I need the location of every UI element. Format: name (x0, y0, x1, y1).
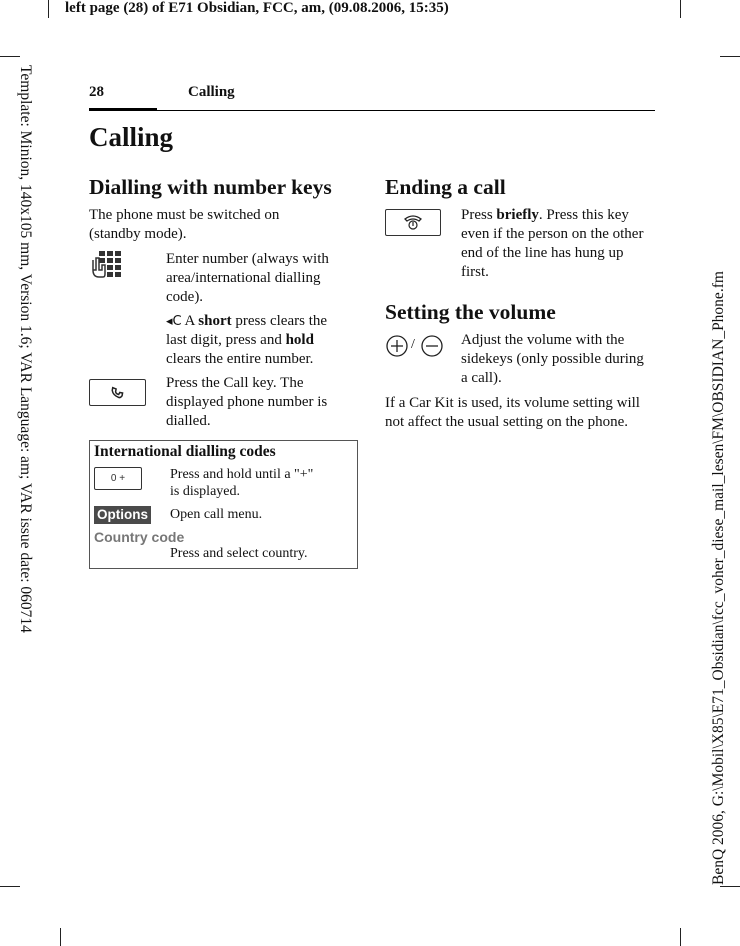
ending-text: Press briefly. Press this key even if the person on the other end of the line has hung up first. (461, 207, 644, 280)
enter-number-text: Enter number (always with area/international dialling code). (166, 251, 329, 305)
dialling-heading: Dialling with number keys (89, 175, 332, 199)
page-number: 28 (89, 84, 104, 100)
keypad-icon (89, 250, 123, 280)
volume-up-down-icon (385, 335, 447, 359)
volume-heading: Setting the volume (385, 300, 556, 324)
clear-text: ◂C A short press clears the last digit, press and hold clears the entire number. (166, 313, 328, 367)
international-heading: International dialling codes (94, 443, 276, 460)
country-code-menu-item: Country code (94, 529, 185, 545)
volume-separator: / (411, 337, 415, 352)
press-hold-text: Press and hold until a "+" is displayed. (170, 467, 314, 499)
template-info: Template: Minion, 140x105 mm, Version 1.6; VAR Language: am; VAR issue date: 060714 (17, 65, 34, 633)
clear-icon: ◂C (166, 314, 182, 329)
crop-mark (0, 886, 20, 887)
end-key-icon (385, 209, 441, 236)
car-kit-text: If a Car Kit is used, its volume setting will not affect the usual setting on the phone. (385, 395, 640, 430)
options-text: Open call menu. (170, 507, 263, 522)
print-info: left page (28) of E71 Obsidian, FCC, am, (09.08.2006, 15:35) (65, 0, 449, 16)
crop-mark (680, 0, 681, 18)
crop-mark (60, 928, 61, 946)
source-path: BenQ 2006, G:\Mobil\X85\E71_Obsidian\fcc_voher_diese_mail_lesen\FM\OBSIDIAN_Phone.fm (710, 271, 727, 885)
header-rule (89, 110, 655, 111)
zero-plus-key-icon: 0 + (94, 467, 142, 490)
crop-mark (48, 0, 49, 18)
running-header: Calling (188, 84, 235, 100)
dialling-intro: The phone must be switched on (standby mode). (89, 207, 280, 242)
ending-heading: Ending a call (385, 175, 506, 199)
country-code-text: Press and select country. (170, 546, 308, 561)
call-key-text: Press the Call key. The displayed phone number is dialled. (166, 375, 328, 429)
crop-mark (720, 886, 740, 887)
options-softkey: Options (94, 506, 151, 524)
crop-mark (720, 56, 740, 57)
volume-keys (385, 335, 447, 359)
crop-mark (0, 56, 20, 57)
crop-mark (680, 928, 681, 946)
call-key-icon (89, 379, 146, 406)
page-title: Calling (89, 122, 174, 152)
volume-text: Adjust the volume with the sidekeys (only possible during a call). (461, 332, 644, 386)
